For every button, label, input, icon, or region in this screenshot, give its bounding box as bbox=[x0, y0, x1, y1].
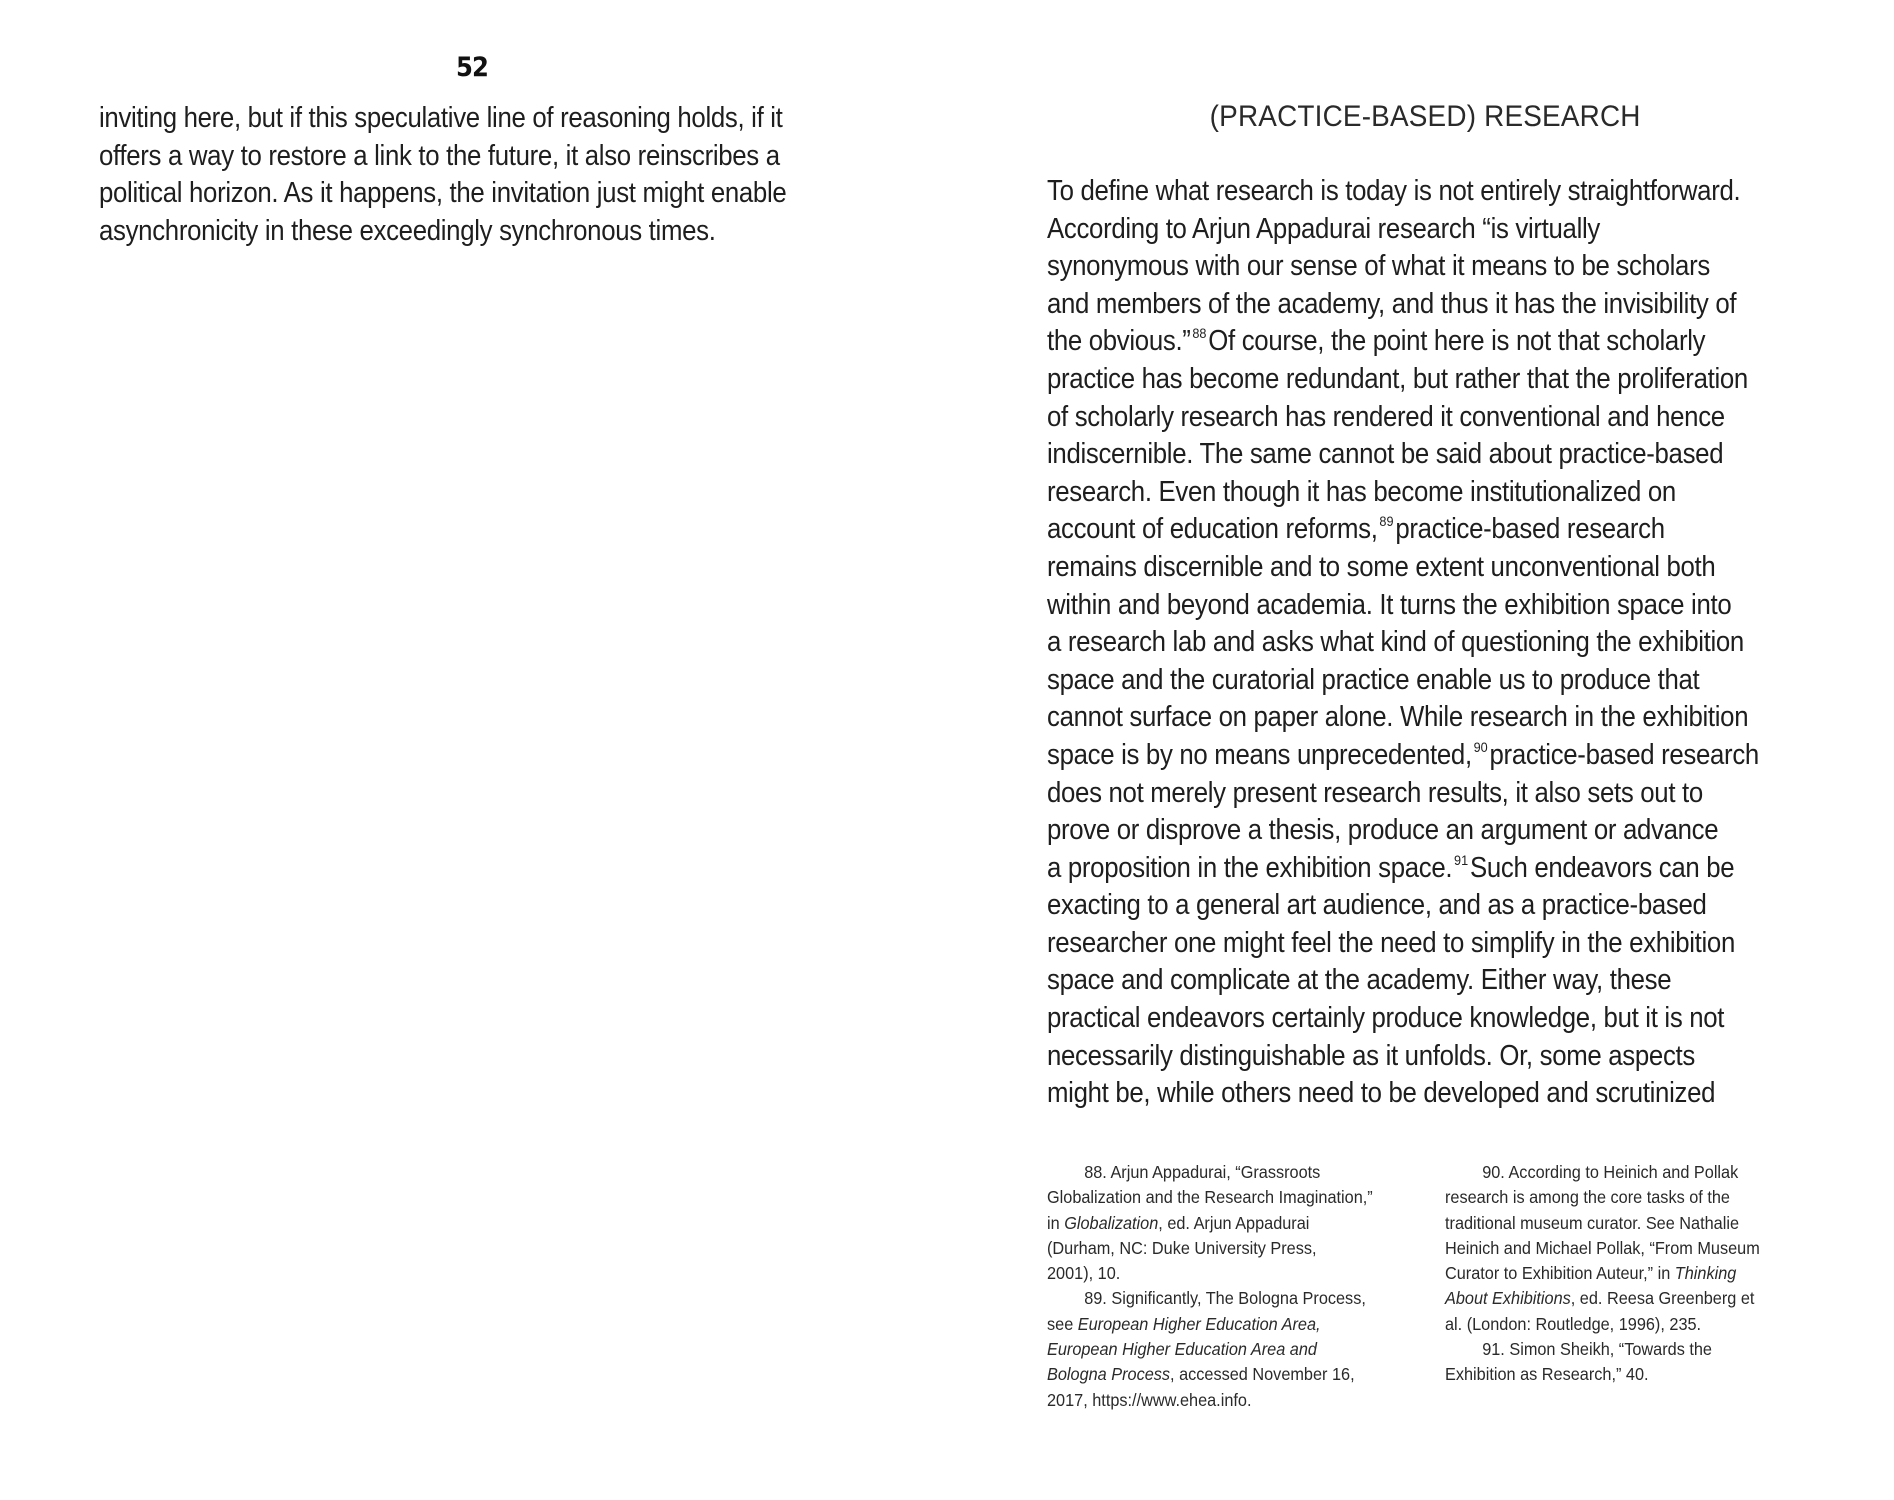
body-line: synonymous with our sense of what it means to be scholars bbox=[1047, 250, 1710, 283]
italic-title: About Exhibitions bbox=[1445, 1288, 1571, 1309]
body-line: and members of the academy, and thus it has the invisibility of bbox=[1047, 287, 1737, 320]
body-line: To define what research is today is not entirely straightforward. bbox=[1047, 175, 1741, 207]
body-line: of scholarly research has rendered it conventional and hence bbox=[1047, 400, 1725, 433]
footnote-line: research is among the core tasks of the bbox=[1445, 1187, 1730, 1208]
italic-title: European Higher Education Area and bbox=[1047, 1339, 1317, 1360]
body-line: political horizon. As it happens, the invitation just might enable bbox=[99, 177, 787, 210]
body-line: space and complicate at the academy. Either way, these bbox=[1047, 964, 1672, 997]
body-line: asynchronicity in these exceedingly synchronous times. bbox=[99, 214, 716, 247]
footnote-line: see European Higher Education Area, bbox=[1047, 1313, 1321, 1334]
body-line: cannot surface on paper alone. While research in the exhibition bbox=[1047, 701, 1749, 734]
body-line: exacting to a general art audience, and as a practice-based bbox=[1047, 889, 1707, 922]
body-line: does not merely present research results, it also sets out to bbox=[1047, 776, 1703, 809]
page-number: 52 bbox=[455, 52, 489, 83]
footnote-line: Exhibition as Research,” 40. bbox=[1445, 1364, 1649, 1385]
body-line: space and the curatorial practice enable us to produce that bbox=[1047, 663, 1700, 696]
footnotes-left-column bbox=[1047, 1160, 1397, 1413]
body-line: prove or disprove a thesis, produce an argument or advance bbox=[1047, 814, 1719, 847]
footnote-line: traditional museum curator. See Nathalie bbox=[1445, 1212, 1740, 1233]
footnote-line: Bologna Process, accessed November 16, bbox=[1047, 1364, 1355, 1385]
footnote-reference[interactable]: 90 bbox=[1473, 738, 1488, 755]
chapter-title: (PRACTICE-BASED) RESEARCH bbox=[1209, 100, 1641, 133]
footnote-line: al. (London: Routledge, 1996), 235. bbox=[1445, 1313, 1702, 1334]
body-line: account of education reforms, $^{89}$practice-based research bbox=[1047, 513, 1665, 546]
body-line: practice has become redundant, but rather that the proliferation bbox=[1047, 362, 1748, 395]
body-line: might be, while others need to be developed and scrutinized bbox=[1047, 1077, 1716, 1110]
left-page-body bbox=[99, 100, 859, 250]
footnote-reference[interactable]: 88 bbox=[1192, 325, 1207, 342]
body-line: research. Even though it has become institutionalized on bbox=[1047, 475, 1676, 508]
footnote-line: in Globalization, ed. Arjun Appadurai bbox=[1047, 1212, 1310, 1233]
footnote-line: (Durham, NC: Duke University Press, bbox=[1047, 1237, 1317, 1258]
body-line: offers a way to restore a link to the future, it also reinscribes a bbox=[99, 139, 780, 172]
body-line: indiscernible. The same cannot be said about practice-based bbox=[1047, 438, 1724, 471]
footnote-start-line: 89. Significantly, The Bologna Process, bbox=[1084, 1288, 1366, 1309]
body-line: within and beyond academia. It turns the exhibition space into bbox=[1047, 588, 1732, 621]
body-line: researcher one might feel the need to simplify in the exhibition bbox=[1047, 926, 1735, 959]
body-line: space is by no means unprecedented, $^{90}$practice-based research bbox=[1047, 738, 1759, 771]
body-line: practical endeavors certainly produce knowledge, but it is not bbox=[1047, 1002, 1725, 1035]
body-line: a research lab and asks what kind of questioning the exhibition bbox=[1047, 626, 1744, 659]
footnotes-right-column bbox=[1445, 1160, 1783, 1388]
body-line: the obvious.” $^{88}$Of course, the point here is not that scholarly bbox=[1047, 325, 1706, 358]
body-line: necessarily distinguishable as it unfolds. Or, some aspects bbox=[1047, 1039, 1695, 1072]
italic-title: Bologna Process bbox=[1047, 1364, 1171, 1385]
footnote-start-line: 88. Arjun Appadurai, “Grassroots bbox=[1084, 1162, 1321, 1182]
footnote-line: Heinich and Michael Pollak, “From Museum bbox=[1445, 1237, 1760, 1258]
italic-title: European Higher Education Area, bbox=[1077, 1313, 1321, 1334]
footnote-line: Curator to Exhibition Auteur,” in Thinking bbox=[1445, 1263, 1737, 1284]
right-page-body bbox=[1047, 173, 1834, 1113]
italic-title: Thinking bbox=[1674, 1263, 1737, 1284]
footnote-start-line: 91. Simon Sheikh, “Towards the bbox=[1482, 1339, 1712, 1360]
footnote-line: 2017, https://www.ehea.info. bbox=[1047, 1389, 1252, 1410]
footnote-line: About Exhibitions, ed. Reesa Greenberg et bbox=[1445, 1288, 1755, 1309]
footnote-line: 2001), 10. bbox=[1047, 1263, 1121, 1284]
footnote-line bbox=[1047, 1337, 1373, 1362]
body-line: inviting here, but if this speculative line of reasoning holds, if it bbox=[99, 102, 783, 134]
footnote-start-line: 90. According to Heinich and Pollak bbox=[1482, 1162, 1739, 1182]
body-line: a proposition in the exhibition space. $^{91}$Such endeavors can be bbox=[1047, 851, 1735, 884]
footnote-line: Globalization and the Research Imagination,” bbox=[1047, 1187, 1373, 1208]
body-line: According to Arjun Appadurai research “is virtually bbox=[1047, 212, 1600, 245]
body-line: remains discernible and to some extent unconventional both bbox=[1047, 550, 1716, 583]
footnote-reference[interactable]: 89 bbox=[1379, 513, 1394, 530]
footnote-reference[interactable]: 91 bbox=[1454, 851, 1469, 868]
italic-title: Globalization bbox=[1064, 1212, 1159, 1233]
right-page bbox=[947, 0, 1894, 1500]
